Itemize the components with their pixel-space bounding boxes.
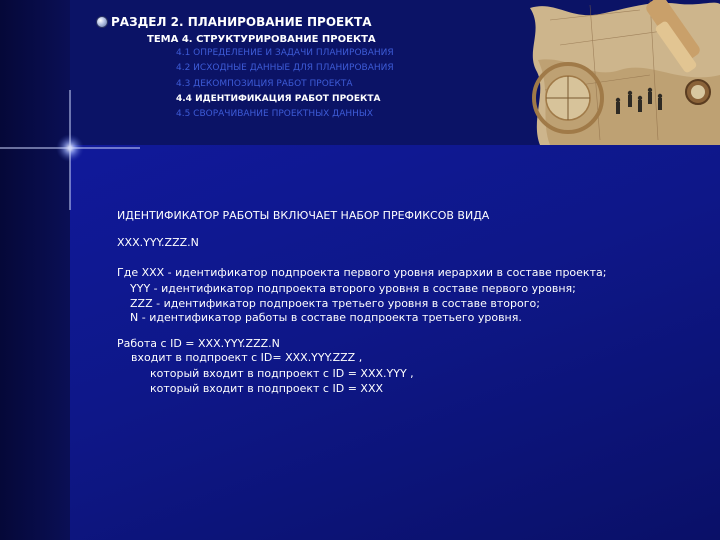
definition-n: N - идентификатор работы в составе подпроекта третьего уровня. — [130, 311, 522, 324]
example-line-3: который входит в подпроект с ID = XXX.YYY , — [150, 367, 414, 380]
example-line-2: входит в подпроект с ID= XXX.YYY.ZZZ , — [131, 351, 363, 364]
subtopic-4-2[interactable]: 4.2 ИСХОДНЫЕ ДАННЫЕ ДЛЯ ПЛАНИРОВАНИЯ — [176, 63, 394, 73]
intro-text: ИДЕНТИФИКАТОР РАБОТЫ ВКЛЮЧАЕТ НАБОР ПРЕФИКСОВ ВИДА — [117, 209, 490, 222]
example-line-1: Работа с ID = XXX.YYY.ZZZ.N — [117, 337, 280, 350]
spyglass-map-photo — [530, 0, 720, 145]
subtopic-4-3[interactable]: 4.3 ДЕКОМПОЗИЦИЯ РАБОТ ПРОЕКТА — [176, 79, 353, 89]
bullet-icon — [96, 16, 108, 28]
left-dark-band — [0, 0, 70, 540]
star-sparkle-icon — [0, 90, 140, 210]
definition-yyy: YYY - идентификатор подпроекта второго уровня в составе первого уровня; — [130, 282, 576, 295]
subtopic-4-5[interactable]: 4.5 СВОРАЧИВАНИЕ ПРОЕКТНЫХ ДАННЫХ — [176, 109, 373, 119]
id-format: XXX.YYY.ZZZ.N — [117, 236, 199, 249]
section-title: РАЗДЕЛ 2. ПЛАНИРОВАНИЕ ПРОЕКТА — [111, 15, 372, 29]
example-line-4: который входит в подпроект с ID = XXX — [150, 382, 384, 395]
definition-xxx: Где XXX - идентификатор подпроекта первого уровня иерархии в составе проекта; — [117, 266, 607, 279]
theme-title: ТЕМА 4. СТРУКТУРИРОВАНИЕ ПРОЕКТА — [147, 34, 376, 45]
definition-zzz: ZZZ - идентификатор подпроекта третьего уровня в составе второго; — [130, 297, 540, 310]
subtopic-4-1[interactable]: 4.1 ОПРЕДЕЛЕНИЕ И ЗАДАЧИ ПЛАНИРОВАНИЯ — [176, 48, 394, 58]
subtopic-4-4[interactable]: 4.4 ИДЕНТИФИКАЦИЯ РАБОТ ПРОЕКТА — [176, 94, 381, 104]
